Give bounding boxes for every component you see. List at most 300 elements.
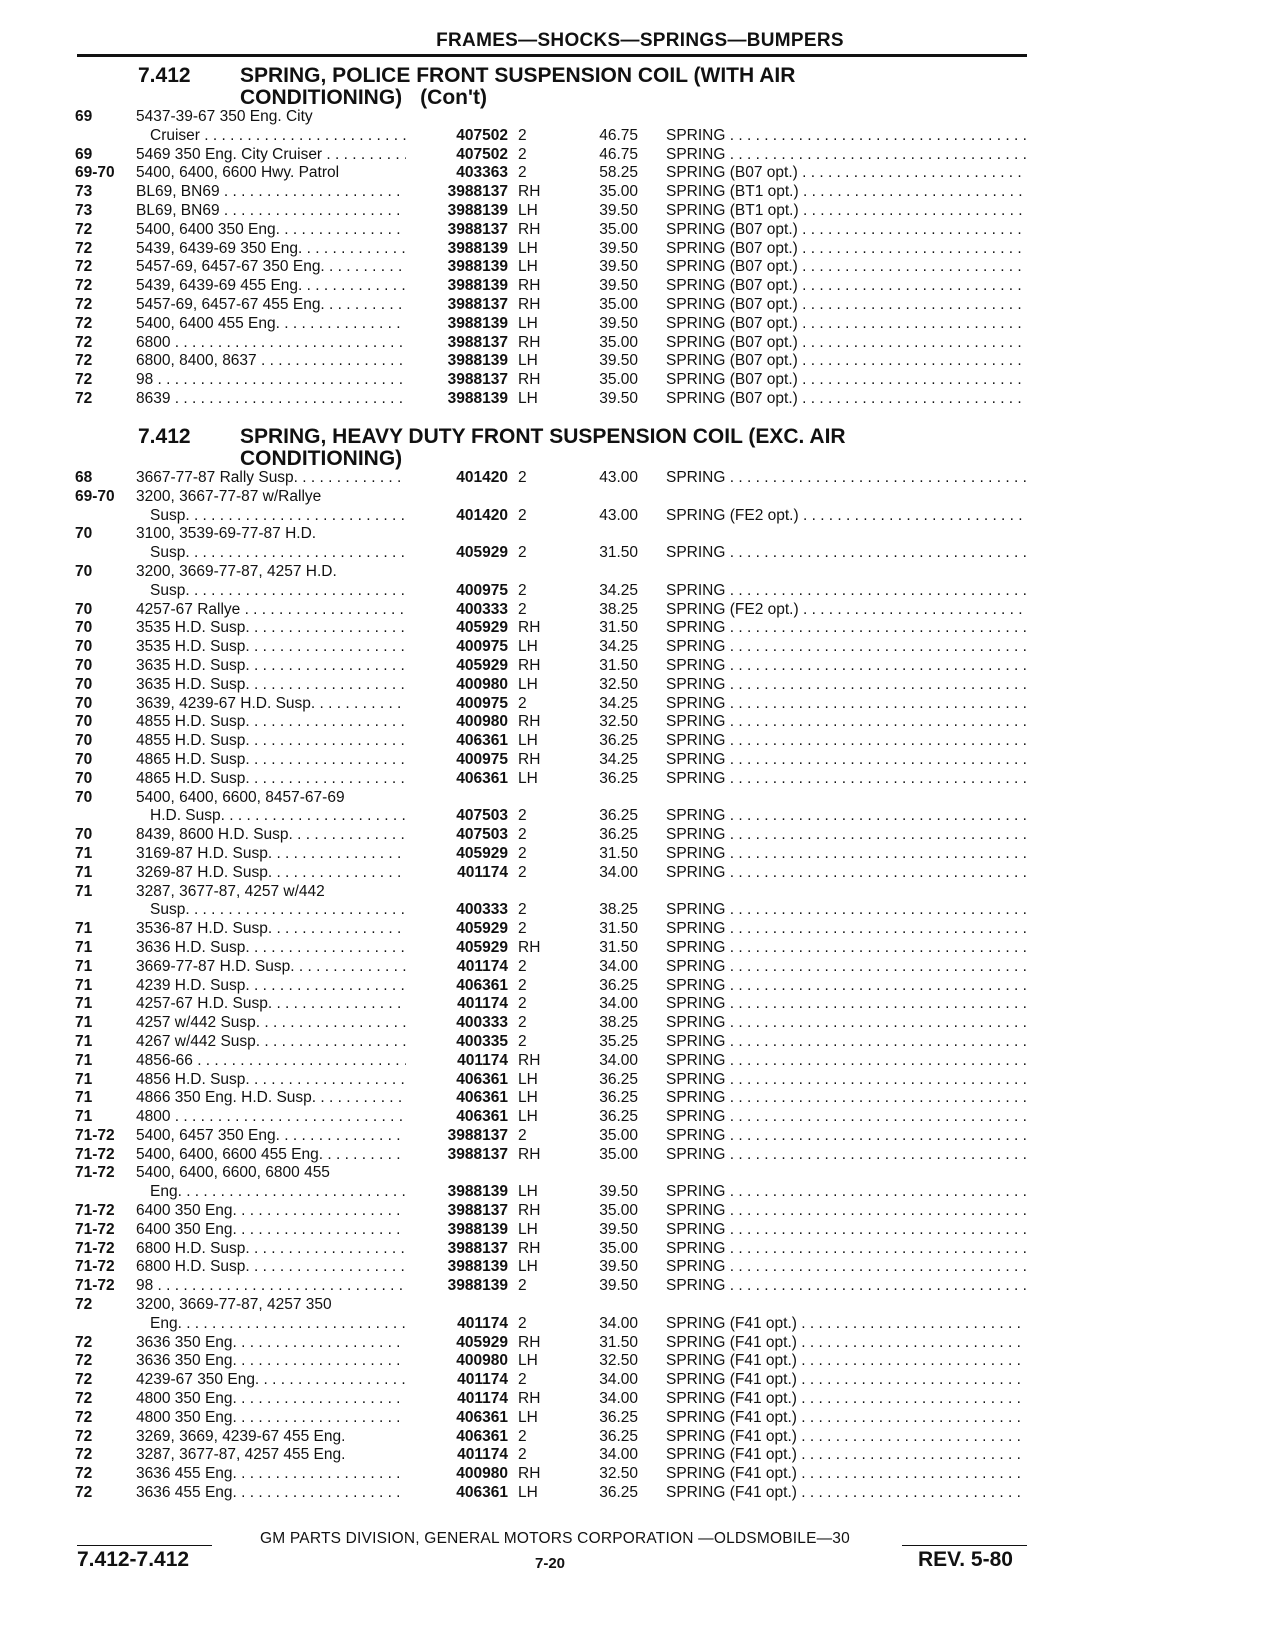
quantity-cell: LH (518, 1220, 538, 1238)
price-cell: 35.00 (599, 295, 638, 313)
price-cell: 32.50 (599, 713, 638, 731)
model-cell: H.D. Susp. . . . (150, 807, 406, 826)
year-cell: 72 (75, 352, 93, 370)
quantity-cell: LH (518, 638, 538, 656)
model-cell: 3639, 4239-67 H.D. Susp. . . . (136, 695, 406, 714)
price-cell: 34.25 (599, 638, 638, 656)
description-cell: SPRING . . . (666, 1146, 1026, 1165)
model-cell: 3200, 3669-77-87, 4257 H.D. (136, 562, 337, 580)
model-cell: Susp. . . . (150, 582, 406, 601)
table-row (0, 1465, 1280, 1484)
description-cell: SPRING . . . (666, 958, 1026, 977)
model-cell: Susp. . . . (150, 507, 406, 526)
model-cell: 4865 H.D. Susp. . . . (136, 751, 406, 770)
year-cell: 69 (75, 108, 93, 125)
table-row (0, 920, 1280, 939)
quantity-cell: 2 (518, 920, 527, 938)
description-cell: SPRING . . . (666, 657, 1026, 676)
table-row (0, 864, 1280, 883)
table-row (0, 657, 1280, 676)
part-number-cell: 3988137 (447, 1239, 508, 1257)
description-cell: SPRING . . . (666, 676, 1026, 695)
model-cell: 4239 H.D. Susp. . . . (136, 977, 406, 996)
description-cell: SPRING . . . (666, 146, 1026, 165)
description-cell: SPRING (F41 opt.) . . . (666, 1371, 1026, 1390)
model-cell: 98 . . . (136, 371, 406, 390)
part-number-cell: 400975 (456, 750, 508, 768)
year-cell: 71 (75, 1070, 93, 1088)
price-cell: 43.00 (599, 469, 638, 486)
part-number-cell: 401420 (456, 506, 508, 524)
quantity-cell: 2 (518, 600, 527, 618)
model-cell: 5400, 6400, 6600, 8457-67-69 (136, 788, 345, 806)
year-cell: 70 (75, 750, 93, 768)
table-row (0, 334, 1280, 353)
model-cell: 6800 H.D. Susp. . . . (136, 1240, 406, 1259)
price-cell: 35.00 (599, 1202, 638, 1220)
model-cell: 3269, 3669, 4239-67 455 Eng. (136, 1427, 346, 1445)
model-cell: 3667-77-87 Rally Susp. . . . (136, 469, 406, 488)
price-cell: 39.50 (599, 1277, 638, 1295)
year-cell: 70 (75, 600, 93, 618)
model-cell: 5400, 6400, 6600, 6800 455 (136, 1164, 330, 1182)
year-cell: 72 (75, 295, 93, 313)
section-title-line1: SPRING, POLICE FRONT SUSPENSION COIL (WITH AIR (240, 64, 796, 87)
price-cell: 39.50 (599, 239, 638, 257)
model-cell: 5400, 6457 350 Eng. . . . (136, 1127, 406, 1146)
table-row (0, 544, 1280, 563)
year-cell: 70 (75, 619, 93, 637)
table-row (0, 582, 1280, 601)
description-cell: SPRING (B07 opt.) . . . (666, 296, 1026, 315)
table-row (0, 1033, 1280, 1052)
description-cell: SPRING . . . (666, 1089, 1026, 1108)
part-number-cell: 400980 (456, 1465, 508, 1483)
table-row (0, 676, 1280, 695)
table-row (0, 1277, 1280, 1296)
table-row (0, 183, 1280, 202)
model-cell: 6800 H.D. Susp. . . . (136, 1258, 406, 1277)
table-row (0, 883, 1280, 902)
table-row (0, 1089, 1280, 1108)
model-cell: 4267 w/442 Susp. . . . (136, 1033, 406, 1052)
description-cell: SPRING (F41 opt.) . . . (666, 1409, 1026, 1428)
description-cell: SPRING . . . (666, 1014, 1026, 1033)
table-row (0, 1202, 1280, 1221)
year-cell: 72 (75, 239, 93, 257)
quantity-cell: LH (518, 1070, 538, 1088)
table-row (0, 164, 1280, 183)
year-cell: 69 (75, 145, 93, 163)
part-number-cell: 3988137 (447, 333, 508, 351)
year-cell: 71 (75, 844, 93, 862)
year-cell: 72 (75, 1390, 93, 1408)
model-cell: 4239-67 350 Eng. . . . (136, 1371, 406, 1390)
year-cell: 71-72 (75, 1220, 115, 1238)
part-number-cell: 401174 (457, 1371, 508, 1389)
quantity-cell: RH (518, 333, 541, 351)
model-cell: BL69, BN69 . . . (136, 202, 406, 221)
year-cell: 71-72 (75, 1145, 115, 1163)
price-cell: 36.25 (599, 1408, 638, 1426)
description-cell: SPRING . . . (666, 1071, 1026, 1090)
part-number-cell: 3988139 (447, 239, 508, 257)
description-cell: SPRING . . . (666, 770, 1026, 789)
table-row (0, 1014, 1280, 1033)
table-row (0, 939, 1280, 958)
table-row (0, 277, 1280, 296)
footer-group-ref: 7.412-7.412 (77, 1548, 190, 1571)
quantity-cell: RH (518, 1390, 541, 1408)
price-cell: 34.00 (599, 1446, 638, 1464)
year-cell: 71 (75, 882, 93, 900)
part-number-cell: 3988139 (447, 258, 508, 276)
year-cell: 71 (75, 1014, 93, 1032)
quantity-cell: 2 (518, 126, 527, 144)
part-number-cell: 400975 (456, 694, 508, 712)
quantity-cell: 2 (518, 995, 527, 1013)
price-cell: 34.00 (599, 863, 638, 881)
table-row (0, 488, 1280, 507)
year-cell: 70 (75, 656, 93, 674)
year-cell: 72 (75, 1446, 93, 1464)
year-cell: 72 (75, 1296, 93, 1314)
price-cell: 31.50 (599, 938, 638, 956)
model-cell: 3535 H.D. Susp. . . . (136, 638, 406, 657)
price-cell: 34.25 (599, 581, 638, 599)
quantity-cell: RH (518, 277, 541, 295)
model-cell: 3287, 3677-87, 4257 w/442 (136, 882, 325, 900)
quantity-cell: RH (518, 295, 541, 313)
price-cell: 39.50 (599, 201, 638, 219)
table-row (0, 1127, 1280, 1146)
part-number-cell: 400980 (456, 713, 508, 731)
table-row (0, 826, 1280, 845)
part-number-cell: 3988137 (447, 183, 508, 201)
description-cell: SPRING . . . (666, 732, 1026, 751)
quantity-cell: LH (518, 389, 538, 407)
part-number-cell: 401174 (457, 1390, 508, 1408)
table-row (0, 507, 1280, 526)
description-cell: SPRING (FE2 opt.) . . . (666, 507, 1026, 526)
model-cell: 5437-39-67 350 Eng. City (136, 108, 313, 125)
price-cell: 58.25 (599, 164, 638, 182)
year-cell: 69-70 (75, 164, 115, 182)
price-cell: 39.50 (599, 352, 638, 370)
part-number-cell: 401420 (456, 469, 508, 486)
quantity-cell: LH (518, 1484, 538, 1502)
price-cell: 36.25 (599, 976, 638, 994)
year-cell: 70 (75, 562, 93, 580)
table-row (0, 146, 1280, 165)
quantity-cell: 2 (518, 164, 527, 182)
part-number-cell: 3988139 (447, 1220, 508, 1238)
year-cell: 71 (75, 863, 93, 881)
model-cell: 4856-66 . . . (136, 1052, 406, 1071)
model-cell: Eng. . . . (150, 1183, 406, 1202)
quantity-cell: 2 (518, 469, 527, 486)
price-cell: 35.00 (599, 183, 638, 201)
table-row (0, 1315, 1280, 1334)
description-cell: SPRING . . . (666, 1052, 1026, 1071)
price-cell: 38.25 (599, 600, 638, 618)
part-number-cell: 3988139 (447, 314, 508, 332)
quantity-cell: 2 (518, 844, 527, 862)
description-cell: SPRING . . . (666, 807, 1026, 826)
description-cell: SPRING (F41 opt.) . . . (666, 1484, 1026, 1503)
table-row (0, 1221, 1280, 1240)
section-title-line2 (240, 86, 505, 110)
part-number-cell: 3988137 (447, 1126, 508, 1144)
year-cell: 72 (75, 258, 93, 276)
quantity-cell: RH (518, 183, 541, 201)
model-cell: 4800 . . . (136, 1108, 406, 1127)
quantity-cell: RH (518, 1051, 541, 1069)
part-number-cell: 401174 (457, 1314, 508, 1332)
model-cell: 5400, 6400 455 Eng. . . . (136, 315, 406, 334)
description-cell: SPRING . . . (666, 901, 1026, 920)
section-title-line2-text: CONDITIONING) (240, 447, 403, 470)
description-cell: SPRING (BT1 opt.) . . . (666, 183, 1026, 202)
part-number-cell: 3988137 (447, 295, 508, 313)
table-row (0, 1296, 1280, 1315)
description-cell: SPRING . . . (666, 939, 1026, 958)
year-cell: 72 (75, 1484, 93, 1502)
description-cell: SPRING (FE2 opt.) . . . (666, 601, 1026, 620)
table-row (0, 1164, 1280, 1183)
price-cell: 32.50 (599, 675, 638, 693)
price-cell: 34.25 (599, 694, 638, 712)
price-cell: 31.50 (599, 844, 638, 862)
quantity-cell: RH (518, 1145, 541, 1163)
model-cell: 3669-77-87 H.D. Susp. . . . (136, 958, 406, 977)
model-cell: 3535 H.D. Susp. . . . (136, 619, 406, 638)
quantity-cell: RH (518, 938, 541, 956)
model-cell: BL69, BN69 . . . (136, 183, 406, 202)
model-cell: 3636 350 Eng. . . . (136, 1334, 406, 1353)
table-row (0, 977, 1280, 996)
table-row (0, 1071, 1280, 1090)
year-cell: 72 (75, 1352, 93, 1370)
year-cell: 70 (75, 788, 93, 806)
part-number-cell: 405929 (456, 619, 508, 637)
part-number-cell: 401174 (457, 1051, 508, 1069)
section-number: 7.412 (138, 64, 191, 87)
part-number-cell: 406361 (456, 1070, 508, 1088)
price-cell: 35.25 (599, 1032, 638, 1050)
year-cell: 72 (75, 277, 93, 295)
parts-table (0, 469, 1280, 1503)
table-row (0, 127, 1280, 146)
description-cell: SPRING . . . (666, 695, 1026, 714)
part-number-cell: 400333 (456, 1014, 508, 1032)
part-number-cell: 406361 (456, 1089, 508, 1107)
price-cell: 31.50 (599, 1333, 638, 1351)
model-cell: 4855 H.D. Susp. . . . (136, 713, 406, 732)
price-cell: 31.50 (599, 656, 638, 674)
quantity-cell: 2 (518, 1427, 527, 1445)
quantity-cell: LH (518, 675, 538, 693)
year-cell: 73 (75, 201, 93, 219)
table-row (0, 202, 1280, 221)
model-cell: 6400 350 Eng. . . . (136, 1221, 406, 1240)
model-cell: 3169-87 H.D. Susp. . . . (136, 845, 406, 864)
table-row (0, 1446, 1280, 1465)
section-heading (0, 425, 1280, 469)
year-cell: 70 (75, 638, 93, 656)
part-number-cell: 3988139 (447, 1183, 508, 1201)
price-cell: 39.50 (599, 314, 638, 332)
part-number-cell: 407503 (456, 807, 508, 825)
section-title-line2-text: CONDITIONING) (240, 86, 403, 109)
quantity-cell: LH (518, 1108, 538, 1126)
footer-revision: REV. 5-80 (918, 1548, 1013, 1571)
footer-rule-left (77, 1545, 212, 1546)
price-cell: 43.00 (599, 506, 638, 524)
year-cell: 73 (75, 183, 93, 201)
part-number-cell: 400980 (456, 1352, 508, 1370)
quantity-cell: LH (518, 769, 538, 787)
description-cell: SPRING (B07 opt.) . . . (666, 258, 1026, 277)
table-row (0, 258, 1280, 277)
year-cell: 70 (75, 675, 93, 693)
description-cell: SPRING . . . (666, 1033, 1026, 1052)
quantity-cell: 2 (518, 1032, 527, 1050)
footer-line (77, 1530, 1027, 1552)
year-cell: 72 (75, 1408, 93, 1426)
model-cell: 3636 350 Eng. . . . (136, 1352, 406, 1371)
quantity-cell: RH (518, 656, 541, 674)
price-cell: 35.00 (599, 371, 638, 389)
year-cell: 72 (75, 220, 93, 238)
price-cell: 38.25 (599, 901, 638, 919)
year-cell: 72 (75, 1427, 93, 1445)
model-cell: 6800, 8400, 8637 . . . (136, 352, 406, 371)
price-cell: 36.25 (599, 1089, 638, 1107)
year-cell: 71-72 (75, 1202, 115, 1220)
year-cell: 70 (75, 769, 93, 787)
price-cell: 39.50 (599, 258, 638, 276)
model-cell: 3636 H.D. Susp. . . . (136, 939, 406, 958)
description-cell: SPRING (B07 opt.) . . . (666, 390, 1026, 409)
model-cell: 4865 H.D. Susp. . . . (136, 770, 406, 789)
description-cell: SPRING (B07 opt.) . . . (666, 334, 1026, 353)
quantity-cell: 2 (518, 1126, 527, 1144)
table-row (0, 1334, 1280, 1353)
table-row (0, 371, 1280, 390)
model-cell: 5469 350 Eng. City Cruiser . . . (136, 146, 406, 165)
part-number-cell: 400335 (456, 1032, 508, 1050)
part-number-cell: 405929 (456, 656, 508, 674)
model-cell: 8439, 8600 H.D. Susp. . . . (136, 826, 406, 845)
price-cell: 36.25 (599, 807, 638, 825)
price-cell: 34.00 (599, 1314, 638, 1332)
quantity-cell: LH (518, 1183, 538, 1201)
model-cell: 3200, 3667-77-87 w/Rallye (136, 487, 322, 505)
header-rule (77, 54, 1027, 57)
part-number-cell: 407502 (456, 145, 508, 163)
description-cell: SPRING (B07 opt.) . . . (666, 240, 1026, 259)
quantity-cell: 2 (518, 506, 527, 524)
table-row (0, 1484, 1280, 1503)
table-row (0, 638, 1280, 657)
model-cell: 4800 350 Eng. . . . (136, 1409, 406, 1428)
year-cell: 71 (75, 1089, 93, 1107)
year-cell: 71 (75, 976, 93, 994)
year-cell: 70 (75, 525, 93, 543)
table-row (0, 1183, 1280, 1202)
part-number-cell: 406361 (456, 732, 508, 750)
model-cell: 6800 . . . (136, 334, 406, 353)
section-heavy-duty-spring (0, 425, 1280, 1503)
description-cell: SPRING . . . (666, 469, 1026, 488)
price-cell: 46.75 (599, 145, 638, 163)
quantity-cell: 2 (518, 1277, 527, 1295)
quantity-cell: RH (518, 1333, 541, 1351)
quantity-cell: RH (518, 1202, 541, 1220)
price-cell: 35.00 (599, 220, 638, 238)
model-cell: Cruiser . . . (150, 127, 406, 146)
table-row (0, 315, 1280, 334)
quantity-cell: 2 (518, 957, 527, 975)
price-cell: 32.50 (599, 1352, 638, 1370)
quantity-cell: RH (518, 713, 541, 731)
year-cell: 71-72 (75, 1239, 115, 1257)
model-cell: 5457-69, 6457-67 350 Eng. . . . (136, 258, 406, 277)
model-cell: Susp. . . . (150, 901, 406, 920)
model-cell: 5457-69, 6457-67 455 Eng. . . . (136, 296, 406, 315)
quantity-cell: LH (518, 314, 538, 332)
description-cell: SPRING . . . (666, 638, 1026, 657)
table-row (0, 469, 1280, 488)
price-cell: 34.00 (599, 995, 638, 1013)
price-cell: 36.25 (599, 769, 638, 787)
year-cell: 71 (75, 1032, 93, 1050)
part-number-cell: 406361 (456, 1484, 508, 1502)
quantity-cell: 2 (518, 544, 527, 562)
description-cell: SPRING . . . (666, 1127, 1026, 1146)
part-number-cell: 3988137 (447, 1202, 508, 1220)
description-cell: SPRING (B07 opt.) . . . (666, 315, 1026, 334)
table-row (0, 901, 1280, 920)
price-cell: 36.25 (599, 1427, 638, 1445)
model-cell: 4866 350 Eng. H.D. Susp. . . . (136, 1089, 406, 1108)
section-title-cont: (Con't) (420, 86, 487, 109)
model-cell: 3636 455 Eng. . . . (136, 1484, 406, 1503)
table-row (0, 619, 1280, 638)
year-cell: 72 (75, 1333, 93, 1351)
model-cell: 8639 . . . (136, 390, 406, 409)
part-number-cell: 406361 (456, 1408, 508, 1426)
price-cell: 36.25 (599, 826, 638, 844)
table-row (0, 1390, 1280, 1409)
description-cell: SPRING (F41 opt.) . . . (666, 1390, 1026, 1409)
model-cell: 3287, 3677-87, 4257 455 Eng. (136, 1446, 346, 1464)
table-row (0, 807, 1280, 826)
description-cell: SPRING . . . (666, 1240, 1026, 1259)
description-cell: SPRING . . . (666, 995, 1026, 1014)
part-number-cell: 407503 (456, 826, 508, 844)
part-number-cell: 3988137 (447, 220, 508, 238)
table-row (0, 713, 1280, 732)
year-cell: 71-72 (75, 1277, 115, 1295)
quantity-cell: LH (518, 258, 538, 276)
part-number-cell: 405929 (456, 544, 508, 562)
part-number-cell: 401174 (457, 1446, 508, 1464)
model-cell: 6400 350 Eng. . . . (136, 1202, 406, 1221)
quantity-cell: RH (518, 1239, 541, 1257)
part-number-cell: 400975 (456, 581, 508, 599)
